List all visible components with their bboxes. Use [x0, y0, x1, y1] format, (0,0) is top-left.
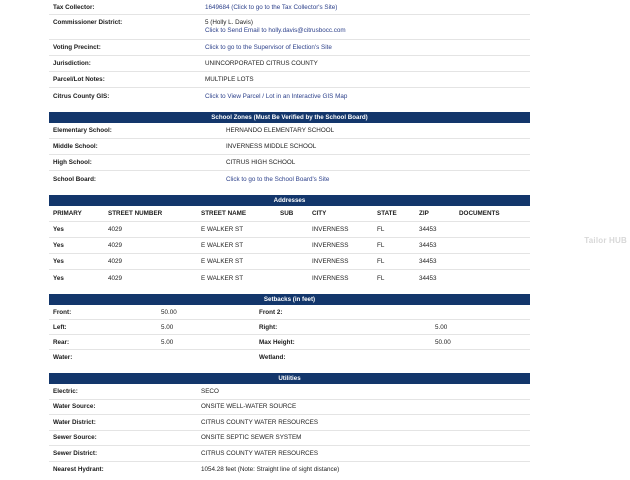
setback-value: 50.00: [161, 308, 177, 316]
row-value: ONSITE SEPTIC SEWER SYSTEM: [201, 434, 302, 442]
school-zones-section: [49, 112, 530, 187]
col-street-number: STREET NUMBER: [108, 210, 163, 217]
row-label: Water District:: [53, 418, 96, 426]
row-label: Electric:: [53, 387, 78, 395]
addresses-section: [49, 195, 530, 286]
commissioner-email-link[interactable]: Click to Send Email to holly.davis@citrusbocc.com: [205, 27, 346, 34]
row-label: Nearest Hydrant:: [53, 465, 104, 473]
cell-city: INVERNESS: [312, 226, 349, 233]
setback-row: [49, 320, 530, 335]
row-label: Parcel/Lot Notes:: [53, 76, 105, 83]
addresses-column-headers: [49, 206, 530, 222]
supervisor-election-link[interactable]: Click to go to the Supervisor of Election's Site: [205, 44, 332, 51]
utilities-header: Utilities: [49, 373, 530, 384]
row-value: CITRUS HIGH SCHOOL: [226, 159, 296, 166]
cell-city: INVERNESS: [312, 274, 349, 282]
parcel-lot-notes-value: MULTIPLE LOTS: [205, 76, 254, 83]
cell-street-name: E WALKER ST: [201, 258, 244, 265]
cell-state: FL: [377, 226, 385, 233]
cell-street-number: 4029: [108, 274, 123, 282]
watermark-logo: Tailor HUB: [584, 236, 627, 245]
tax-collector-row: [49, 0, 530, 15]
col-street-name: STREET NAME: [201, 210, 247, 217]
row-label: Tax Collector:: [53, 3, 95, 11]
utilities-section: [49, 373, 530, 477]
cell-primary: Yes: [53, 258, 64, 265]
row-value: CITRUS COUNTY WATER RESOURCES: [201, 449, 319, 457]
row-value: HERNANDO ELEMENTARY SCHOOL: [226, 127, 335, 134]
row-value: ONSITE WELL-WATER SOURCE: [201, 403, 297, 411]
utility-row: [49, 431, 530, 447]
setback-row: [49, 350, 530, 365]
row-value: 1054.28 feet (Note: Straight line of sight distance): [201, 465, 340, 473]
cell-primary: Yes: [53, 242, 64, 249]
row-label: Commissioner District:: [53, 19, 123, 26]
utility-row: [49, 462, 530, 478]
table-row: [49, 238, 530, 254]
utility-row: [49, 384, 530, 400]
row-value: INVERNESS MIDDLE SCHOOL: [226, 143, 317, 150]
school-board-row: [49, 171, 530, 187]
col-city: CITY: [312, 210, 327, 217]
row-label: Voting Precinct:: [53, 44, 101, 51]
col-documents: DOCUMENTS: [459, 210, 500, 217]
setback-row: [49, 305, 530, 320]
gis-row: [49, 88, 530, 104]
tax-collector-link[interactable]: 1649684 (Click to go to the Tax Collector's Site): [205, 3, 338, 11]
row-value: CITRUS COUNTY WATER RESOURCES: [201, 418, 319, 426]
setback-label: Front 2:: [259, 308, 283, 316]
setback-label: Right:: [259, 323, 278, 331]
cell-state: FL: [377, 274, 385, 282]
voting-precinct-row: [49, 40, 530, 56]
row-label: Water Source:: [53, 403, 96, 411]
cell-street-number: 4029: [108, 226, 123, 233]
row-label: Sewer Source:: [53, 434, 97, 442]
utility-row: [49, 400, 530, 416]
col-primary: PRIMARY: [53, 210, 82, 217]
cell-zip: 34453: [419, 226, 437, 233]
setback-label: Left:: [53, 323, 67, 331]
cell-city: INVERNESS: [312, 242, 349, 249]
cell-zip: 34453: [419, 258, 437, 265]
property-details: [49, 0, 530, 477]
parcel-info-section: [49, 0, 530, 104]
setback-row: [49, 335, 530, 350]
cell-street-name: E WALKER ST: [201, 242, 244, 249]
setback-label: Rear:: [53, 338, 70, 346]
row-label: Citrus County GIS:: [53, 92, 110, 100]
setback-value: 50.00: [435, 338, 451, 346]
school-board-link[interactable]: Click to go to the School Board's Site: [226, 175, 330, 183]
col-zip: ZIP: [419, 210, 429, 217]
cell-state: FL: [377, 242, 385, 249]
table-row: [49, 254, 530, 270]
setback-value: 5.00: [161, 323, 174, 331]
addresses-header: Addresses: [49, 195, 530, 206]
parcel-lot-notes-row: [49, 72, 530, 88]
gis-map-link[interactable]: Click to View Parcel / Lot in an Interactive GIS Map: [205, 92, 348, 100]
row-label: Elementary School:: [53, 127, 112, 134]
setback-label: Wetland:: [259, 354, 286, 361]
setback-label: Front:: [53, 308, 72, 316]
school-zones-header: School Zones (Must Be Verified by the School Board): [49, 112, 530, 123]
cell-primary: Yes: [53, 226, 64, 233]
jurisdiction-value: UNINCORPORATED CITRUS COUNTY: [205, 60, 318, 67]
cell-zip: 34453: [419, 242, 437, 249]
jurisdiction-row: [49, 56, 530, 72]
setback-value: 5.00: [435, 323, 448, 331]
col-state: STATE: [377, 210, 397, 217]
commissioner-district-row: [49, 15, 530, 40]
cell-street-number: 4029: [108, 242, 123, 249]
cell-street-name: E WALKER ST: [201, 226, 244, 233]
commissioner-name: 5 (Holly L. Davis): [205, 19, 253, 26]
middle-school-row: [49, 139, 530, 155]
setback-label: Water:: [53, 354, 73, 361]
high-school-row: [49, 155, 530, 171]
row-label: Sewer District:: [53, 449, 98, 457]
col-sub: SUB: [280, 210, 294, 217]
row-value: SECO: [201, 387, 219, 395]
setback-label: Max Height:: [259, 338, 295, 346]
row-label: Middle School:: [53, 143, 98, 150]
table-row: [49, 222, 530, 238]
cell-state: FL: [377, 258, 385, 265]
cell-city: INVERNESS: [312, 258, 349, 265]
table-row: [49, 270, 530, 286]
setbacks-section: [49, 294, 530, 365]
cell-street-number: 4029: [108, 258, 123, 265]
setback-value: 5.00: [161, 338, 174, 346]
utility-row: [49, 446, 530, 462]
row-label: High School:: [53, 159, 92, 166]
row-label: Jurisdiction:: [53, 60, 91, 67]
utility-row: [49, 415, 530, 431]
row-label: School Board:: [53, 175, 97, 183]
setbacks-header: Setbacks (in feet): [49, 294, 530, 305]
cell-street-name: E WALKER ST: [201, 274, 244, 282]
cell-primary: Yes: [53, 274, 64, 282]
cell-zip: 34453: [419, 274, 437, 282]
elementary-school-row: [49, 123, 530, 139]
